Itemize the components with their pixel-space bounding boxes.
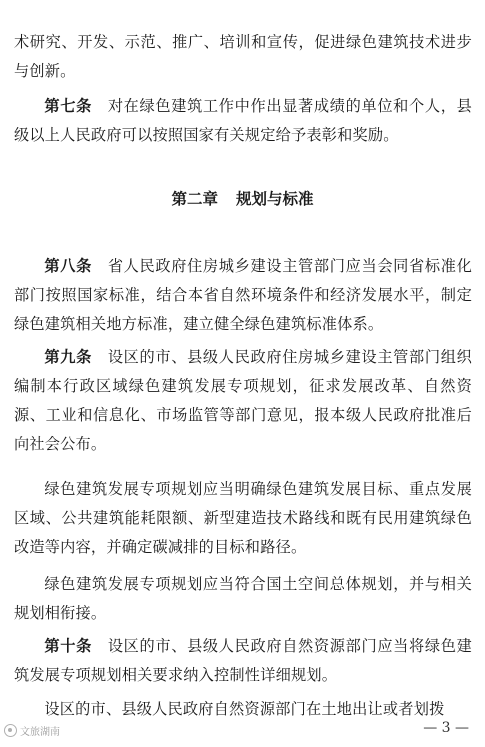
article-10 [14,632,472,690]
paragraph-continuation [14,28,472,86]
paragraph [14,570,472,628]
article-9 [14,343,472,459]
article-text: 设区的市、县级人民政府自然资源部门应当将绿色建筑发展专项规划相关要求纳入控制性详细规划。 [14,637,472,684]
paragraph-text: 设区的市、县级人民政府自然资源部门在土地出让或者划拨 [44,700,445,718]
watermark [4,723,60,738]
article-text: 设区的市、县级人民政府住房城乡建设主管部门组织编制本行政区域绿色建筑发展专项规划，征求发展改革、自然资源、工业和信息化、市场监管等部门意见，报本级人民政府批准后向社会公布。 [14,348,472,453]
paragraph [14,695,472,724]
chapter-title: 规划与标准 [236,190,314,208]
paragraph-text: 术研究、开发、示范、推广、培训和宣传，促进绿色建筑技术进步与创新。 [14,33,472,80]
article-number: 第七条 [44,97,92,115]
article-text: 省人民政府住房城乡建设主管部门应当会同省标准化部门按照国家标准，结合本省自然环境条件和经济发展水平，制定绿色建筑相关地方标准，建立健全绿色建筑标准体系。 [14,257,472,333]
article-number: 第十条 [44,637,92,655]
watermark-logo-icon [4,724,17,737]
article-number: 第九条 [44,348,92,366]
article-text: 对在绿色建筑工作中作出显著成绩的单位和个人，县级以上人民政府可以按照国家有关规定给予表彰和奖励。 [14,97,472,144]
paragraph-text: 绿色建筑发展专项规划应当明确绿色建筑发展目标、重点发展区域、公共建筑能耗限额、新型建造技术路线和既有民用建筑绿色改造等内容，并确定碳减排的目标和路径。 [14,480,472,556]
page-number: — 3 — [423,720,469,736]
article-7 [14,92,472,150]
paragraph [14,475,472,562]
article-number: 第八条 [44,257,92,275]
article-8 [14,252,472,339]
chapter-heading [0,186,485,212]
watermark-text: 文旅湖南 [20,727,60,738]
chapter-number: 第二章 [171,190,218,208]
paragraph-text: 绿色建筑发展专项规划应当符合国土空间总体规划，并与相关规划相衔接。 [14,575,472,622]
